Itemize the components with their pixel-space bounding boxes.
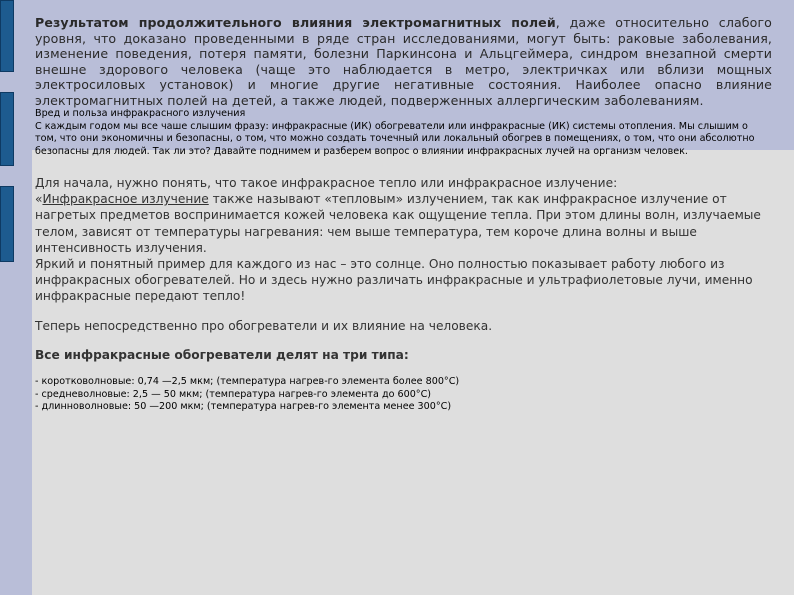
types-list: [35, 376, 772, 414]
slide-sidebar: [0, 0, 32, 595]
intro-paragraph: [35, 15, 772, 108]
body-paragraph-1: [35, 175, 772, 256]
infrared-link[interactable]: Инфракрасное излучение: [42, 192, 209, 207]
section-paragraph: С каждым годом мы все чаше слышим фразу: инфракрасные (ИК) обогреватели или инфракрасные (ИК) системы отопления. Мы слышим о том, что они экономичны и безопасны, о том, что можно создать точечный или локальный обогрев в помещениях, о том, что они абсолютно безопасны для людей. Так ли это? Давайте поднимем и разберем вопрос о влиянии инфракрасных лучей на организм человек.: [35, 120, 755, 157]
section-heading: Вред и польза инфракрасного излучения: [35, 108, 246, 119]
types-heading: Все инфракрасные обогреватели делят на три типа:: [35, 347, 409, 362]
body-paragraph-2: Яркий и понятный пример для каждого из нас – это солнце. Оно полностью показывает работу любого из инфракрасных обогревателей. Но и здесь нужно различать инфракрасные и ультрафиолетовые лучи, именно инфракрасные передают тепло!: [35, 257, 753, 304]
slide-text: [35, 15, 772, 414]
body-p1-line1: Для начала, нужно понять, что такое инфракрасное тепло или инфракрасное излучение:: [35, 176, 618, 190]
list-item: - коротковолновые: 0,74 —2,5 мкм; (температура нагрев-го элемента более 800°С): [35, 376, 460, 388]
intro-lead: Результатом продолжительного влияния электромагнитных полей: [35, 15, 556, 30]
sidebar-tab-3: [0, 186, 14, 262]
list-item: - средневолновые: 2,5 — 50 мкм; (температура нагрев-го элемента до 600°С): [35, 388, 432, 400]
sidebar-tab-2: [0, 92, 14, 166]
sidebar-tab-1: [0, 0, 14, 72]
body-p1-rest: также называют «тепловым» излучением, так как инфракрасное излучение от нагретых предметов воспринимается кожей человека как ощущение тепла. При этом длины волн, излучаемые телом, зависят от температуры нагревания: чем выше температура, тем короче длина волны и выше интенсивность излучения.: [35, 192, 761, 255]
list-item: - длинноволновые: 50 —200 мкм; (температура нагрев-го элемента менее 300°С): [35, 401, 452, 413]
open-quote: «: [35, 192, 43, 207]
body-paragraph-3: Теперь непосредственно про обогреватели и их влияние на человека.: [35, 318, 493, 333]
intro-rest: , даже относительно слабого уровня, что доказано проведенными в ряде стран исследованиями, могут быть: раковые заболевания, изменение поведения, потеря памяти, болезни Паркинсона и Альцгеймера, синдром внезапной смерти внешне здорового человека (чаще это наблюдается в метро, электричках или вблизи мощных электросиловых установок) и многие другие негативные состояния. Наиболее опасно влияние электромагнитных полей на детей, а также людей, подверженных аллергическим заболеваниям.: [35, 15, 772, 108]
